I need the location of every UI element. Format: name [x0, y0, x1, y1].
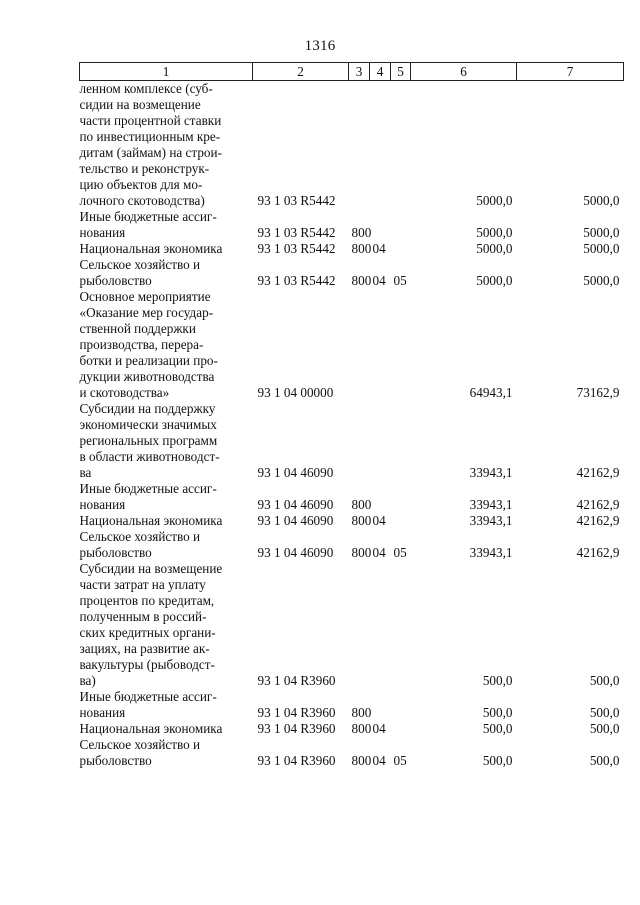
row-code: 93 1 04 R3960 [257, 705, 336, 720]
row-name-line: Основное мероприятие [79, 289, 211, 304]
table-row [80, 561, 624, 689]
row-col-4: 04 [372, 753, 386, 768]
row-name-line: Сельское хозяйство и [79, 529, 201, 544]
row-code: 93 1 04 46090 [257, 513, 334, 528]
row-name-line: зациях, на развитие ак- [79, 641, 210, 656]
row-name-line: ских кредитных органи- [79, 625, 216, 640]
row-value-7: 42162,9 [576, 465, 620, 480]
row-code: 93 1 04 R3960 [257, 721, 336, 736]
row-col-4: 04 [372, 513, 386, 528]
table-row [80, 241, 624, 257]
row-name-line: рыболовство [79, 273, 152, 288]
row-code: 93 1 04 R3960 [257, 673, 336, 688]
row-value-6: 5000,0 [476, 273, 513, 288]
row-name-line: рыболовство [79, 753, 152, 768]
table-row [80, 81, 624, 210]
row-col-5: 05 [393, 753, 407, 768]
row-col-5 [391, 513, 411, 529]
row-value-7: 500,0 [589, 673, 620, 688]
table-row [80, 401, 624, 481]
header-col-5: 5 [391, 63, 411, 81]
row-name [80, 689, 253, 721]
row-value-7: 42162,9 [576, 513, 620, 528]
row-name-line: Субсидии на поддержку [79, 401, 216, 416]
row-name [80, 721, 253, 737]
row-name-line: полученным в россий- [79, 609, 207, 624]
table-row [80, 257, 624, 289]
row-name [80, 209, 253, 241]
table-row [80, 289, 624, 401]
row-col-3: 800 [351, 545, 372, 560]
row-name-line: Национальная экономика [79, 241, 223, 256]
table-row [80, 513, 624, 529]
row-value-6: 33943,1 [469, 545, 513, 560]
row-name-line: нования [79, 225, 126, 240]
row-value-6: 500,0 [482, 673, 513, 688]
row-col-3: 800 [351, 513, 372, 528]
table-header [80, 63, 624, 81]
header-col-6: 6 [411, 63, 517, 81]
row-code: 93 1 04 46090 [257, 545, 334, 560]
row-col-5: 05 [393, 273, 407, 288]
row-col-4 [370, 481, 391, 513]
row-name-line: дукции животноводства [79, 369, 215, 384]
budget-table [79, 62, 624, 769]
table-row [80, 209, 624, 241]
row-name-line: цию объектов для мо- [79, 177, 203, 192]
row-name-line: производства, перера- [79, 337, 204, 352]
row-name [80, 241, 253, 257]
row-name-line: по инвестиционным кре- [79, 129, 221, 144]
row-col-3: 800 [351, 753, 372, 768]
row-name-line: вакультуры (рыбоводст- [79, 657, 215, 672]
row-name [80, 401, 253, 481]
row-col-4: 04 [372, 545, 386, 560]
row-value-7: 5000,0 [583, 193, 620, 208]
row-col-5 [391, 561, 411, 689]
row-value-6: 33943,1 [469, 513, 513, 528]
row-name-line: и скотоводства» [79, 385, 170, 400]
row-name-line: рыболовство [79, 545, 152, 560]
row-col-4: 04 [372, 273, 386, 288]
row-name-line: Сельское хозяйство и [79, 737, 201, 752]
row-name-line: ва [79, 465, 92, 480]
row-name-line: тельство и реконструк- [79, 161, 210, 176]
row-value-6: 5000,0 [476, 225, 513, 240]
row-name-line: Иные бюджетные ассиг- [79, 481, 217, 496]
row-name-line: сидии на возмещение [79, 97, 201, 112]
row-name-line: Национальная экономика [79, 721, 223, 736]
row-name-line: Сельское хозяйство и [79, 257, 201, 272]
row-name [80, 289, 253, 401]
row-name-line: ва) [79, 673, 96, 688]
row-name-line: Иные бюджетные ассиг- [79, 209, 217, 224]
row-value-6: 500,0 [482, 705, 513, 720]
row-code: 93 1 04 46090 [257, 465, 334, 480]
row-code: 93 1 04 00000 [257, 385, 334, 400]
row-name-line: Субсидии на возмещение [79, 561, 223, 576]
row-col-5 [391, 721, 411, 737]
row-value-6: 33943,1 [469, 497, 513, 512]
header-col-1: 1 [80, 63, 253, 81]
row-value-7: 500,0 [589, 705, 620, 720]
row-col-5 [391, 689, 411, 721]
row-name-line: нования [79, 705, 126, 720]
row-value-7: 42162,9 [576, 497, 620, 512]
row-name-line: «Оказание мер государ- [79, 305, 214, 320]
header-col-7: 7 [517, 63, 624, 81]
row-name-line: региональных программ [79, 433, 218, 448]
row-col-5 [391, 401, 411, 481]
row-col-3: 800 [351, 497, 372, 512]
row-value-6: 500,0 [482, 753, 513, 768]
row-name [80, 257, 253, 289]
header-col-4: 4 [370, 63, 391, 81]
page-number: 1316 [304, 38, 336, 54]
row-name-line: лочного скотоводства) [79, 193, 205, 208]
row-col-4: 04 [372, 241, 386, 256]
row-code: 93 1 03 R5442 [257, 273, 336, 288]
row-name-line: Иные бюджетные ассиг- [79, 689, 217, 704]
row-col-4 [370, 689, 391, 721]
row-name-line: нования [79, 497, 126, 512]
row-value-7: 5000,0 [583, 273, 620, 288]
row-name [80, 513, 253, 529]
header-col-3: 3 [349, 63, 370, 81]
row-name-line: ботки и реализации про- [79, 353, 218, 368]
row-col-4 [370, 289, 391, 401]
row-name-line: ленном комплексе (суб- [79, 81, 213, 96]
row-col-4 [370, 561, 391, 689]
row-name-line: процентов по кредитам, [79, 593, 215, 608]
row-value-7: 500,0 [589, 753, 620, 768]
row-name [80, 481, 253, 513]
row-col-5 [391, 209, 411, 241]
row-name [80, 529, 253, 561]
row-value-6: 5000,0 [476, 193, 513, 208]
row-col-5: 05 [393, 545, 407, 560]
row-name-line: экономически значимых [79, 417, 217, 432]
row-value-7: 42162,9 [576, 545, 620, 560]
row-code: 93 1 03 R5442 [257, 193, 336, 208]
row-col-3: 800 [351, 225, 372, 240]
row-name-line: части затрат на уплату [79, 577, 206, 592]
row-col-3: 800 [351, 273, 372, 288]
row-value-7: 500,0 [589, 721, 620, 736]
row-value-6: 5000,0 [476, 241, 513, 256]
table-row [80, 529, 624, 561]
row-col-4: 04 [372, 721, 386, 736]
row-col-4 [370, 401, 391, 481]
row-col-3 [349, 289, 370, 401]
table-row [80, 481, 624, 513]
row-col-3 [349, 401, 370, 481]
row-col-5 [391, 241, 411, 257]
table-row [80, 721, 624, 737]
header-row [80, 63, 624, 81]
row-name [80, 81, 253, 210]
row-col-5 [391, 81, 411, 210]
row-value-7: 73162,9 [576, 385, 620, 400]
row-name-line: ственной поддержки [79, 321, 196, 336]
row-value-7: 5000,0 [583, 241, 620, 256]
header-col-2: 2 [253, 63, 349, 81]
row-name-line: части процентной ставки [79, 113, 222, 128]
row-col-3 [349, 81, 370, 210]
table-row [80, 737, 624, 769]
row-code: 93 1 04 R3960 [257, 753, 336, 768]
row-name-line: в области животноводст- [79, 449, 220, 464]
row-name-line: дитам (займам) на строи- [79, 145, 222, 160]
row-code: 93 1 03 R5442 [257, 225, 336, 240]
table-body [80, 81, 624, 770]
row-col-5 [391, 481, 411, 513]
row-name-line: Национальная экономика [79, 513, 223, 528]
row-name [80, 561, 253, 689]
row-value-6: 64943,1 [469, 385, 513, 400]
row-col-3: 800 [351, 241, 372, 256]
row-col-3: 800 [351, 721, 372, 736]
row-col-5 [391, 289, 411, 401]
row-col-4 [370, 81, 391, 210]
row-col-3: 800 [351, 705, 372, 720]
row-value-7: 5000,0 [583, 225, 620, 240]
row-col-4 [370, 209, 391, 241]
row-name [80, 737, 253, 769]
row-value-6: 33943,1 [469, 465, 513, 480]
row-value-6: 500,0 [482, 721, 513, 736]
row-col-3 [349, 561, 370, 689]
row-code: 93 1 03 R5442 [257, 241, 336, 256]
row-code: 93 1 04 46090 [257, 497, 334, 512]
table-row [80, 689, 624, 721]
